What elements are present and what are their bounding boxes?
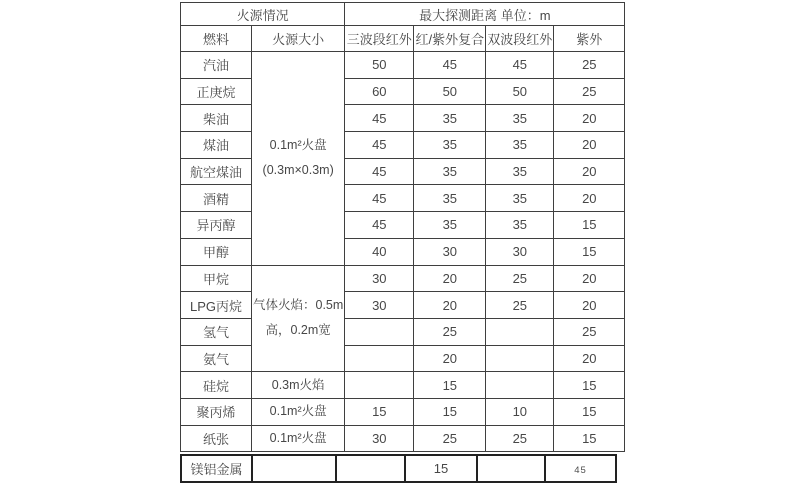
value-cell: [545, 455, 616, 482]
table-row: [181, 158, 625, 185]
value-cell: 35: [486, 132, 554, 159]
value-cell: 20: [414, 292, 486, 319]
value-cell: [486, 345, 554, 372]
column-header-row: [181, 26, 625, 52]
value-cell: [486, 318, 554, 345]
detection-distance-table: [180, 2, 625, 452]
table-row: [181, 318, 625, 345]
value-cell: 35: [414, 105, 486, 132]
value-cell: 20: [414, 345, 486, 372]
value-cell: 10: [486, 398, 554, 425]
size-line-2: 高，0.2m宽: [265, 323, 331, 338]
table-row: [181, 345, 625, 372]
value-cell: 35: [486, 158, 554, 185]
value-cell: 20: [414, 265, 486, 292]
value-cell: [345, 318, 414, 345]
size-cell: [252, 455, 336, 482]
table-row: [181, 78, 625, 105]
value-cell: 45: [345, 185, 414, 212]
value-cell: 30: [414, 238, 486, 265]
value-cell: 60: [345, 78, 414, 105]
value-cell: 20: [554, 158, 625, 185]
fuel-cell: LPG丙烷: [181, 292, 252, 319]
column-header-triband-ir: 三波段红外: [345, 26, 414, 52]
table-row: [181, 132, 625, 159]
value-cell: 35: [486, 105, 554, 132]
size-line-1: 气体火焰：0.5m: [253, 298, 344, 313]
fuel-cell: 甲烷: [181, 265, 252, 292]
group-header-row: [181, 3, 625, 26]
table-row: [181, 425, 625, 452]
table-row: [181, 398, 625, 425]
value-cell: 25: [486, 425, 554, 452]
value-cell: 25: [486, 265, 554, 292]
size-cell-merged-gas-flame: [252, 265, 345, 372]
fuel-cell: 柴油: [181, 105, 252, 132]
column-header-ir-uv-composite: 红/紫外复合: [414, 26, 486, 52]
value-cell: 35: [414, 132, 486, 159]
table-row: [181, 105, 625, 132]
value-cell: [336, 455, 405, 482]
value-cell: 45: [345, 158, 414, 185]
value-cell: 50: [414, 78, 486, 105]
column-header-size: 火源大小: [252, 26, 345, 52]
value-cell: 35: [414, 185, 486, 212]
value-cell: 30: [345, 425, 414, 452]
value-cell: 25: [554, 318, 625, 345]
value-cell: 25: [486, 292, 554, 319]
size-cell: 0.3m火焰: [252, 372, 345, 399]
fuel-cell: 聚丙烯: [181, 398, 252, 425]
value-cell: 35: [414, 212, 486, 239]
value-cell: 25: [554, 52, 625, 79]
fuel-cell: 异丙醇: [181, 212, 252, 239]
fuel-cell: 甲醇: [181, 238, 252, 265]
value-cell: 15: [554, 238, 625, 265]
fuel-cell: 航空煤油: [181, 158, 252, 185]
value-cell: 25: [554, 78, 625, 105]
value-cell: 20: [554, 292, 625, 319]
value-cell: 20: [554, 185, 625, 212]
detection-distance-table-wrap: [180, 2, 625, 483]
fuel-cell: 酒精: [181, 185, 252, 212]
value-cell: [486, 372, 554, 399]
fuel-cell: 正庚烷: [181, 78, 252, 105]
value-cell: 45: [414, 52, 486, 79]
fuel-cell: 氨气: [181, 345, 252, 372]
value-cell: 30: [345, 265, 414, 292]
table-row: [181, 455, 616, 482]
page-number: 45: [574, 465, 587, 477]
value-cell: 15: [554, 398, 625, 425]
value-cell: 35: [486, 185, 554, 212]
value-cell: 20: [554, 132, 625, 159]
value-cell: 20: [554, 105, 625, 132]
value-cell: 40: [345, 238, 414, 265]
fuel-cell: 镁铝金属: [181, 455, 252, 482]
fuel-cell: 煤油: [181, 132, 252, 159]
value-cell: 15: [554, 212, 625, 239]
table-row: [181, 265, 625, 292]
table-row: [181, 212, 625, 239]
group-header-fire-source: 火源情况: [181, 3, 345, 26]
group-header-distance: 最大探测距离 单位：m: [345, 3, 625, 26]
size-line-1: 0.1m²火盘: [269, 138, 327, 153]
fuel-cell: 纸张: [181, 425, 252, 452]
table-row: [181, 238, 625, 265]
value-cell: [345, 345, 414, 372]
value-cell: 15: [414, 398, 486, 425]
value-cell: 15: [554, 372, 625, 399]
column-header-fuel: 燃料: [181, 26, 252, 52]
value-cell: 20: [554, 345, 625, 372]
value-cell: 45: [486, 52, 554, 79]
value-cell: 15: [414, 372, 486, 399]
size-cell: 0.1m²火盘: [252, 398, 345, 425]
detection-distance-table-continued: [180, 454, 617, 483]
value-cell: 50: [345, 52, 414, 79]
fuel-cell: 氢气: [181, 318, 252, 345]
value-cell: 30: [345, 292, 414, 319]
value-cell: 30: [486, 238, 554, 265]
value-cell: 15: [554, 425, 625, 452]
fuel-cell: 硅烷: [181, 372, 252, 399]
value-cell: 45: [345, 212, 414, 239]
table-row: [181, 292, 625, 319]
value-cell: 25: [414, 318, 486, 345]
value-cell: 15: [405, 455, 477, 482]
column-header-uv: 紫外: [554, 26, 625, 52]
value-cell: 25: [414, 425, 486, 452]
value-cell: 50: [486, 78, 554, 105]
fuel-cell: 汽油: [181, 52, 252, 79]
size-cell-merged-pan: [252, 52, 345, 266]
value-cell: 15: [345, 398, 414, 425]
size-line-2: (0.3m×0.3m): [262, 163, 334, 178]
column-header-dualband-ir: 双波段红外: [486, 26, 554, 52]
value-cell: [477, 455, 545, 482]
value-cell: 35: [486, 212, 554, 239]
value-cell: 45: [345, 105, 414, 132]
value-cell: [345, 372, 414, 399]
value-cell: 45: [345, 132, 414, 159]
value-cell: 35: [414, 158, 486, 185]
table-row: [181, 52, 625, 79]
value-cell: 20: [554, 265, 625, 292]
size-cell: 0.1m²火盘: [252, 425, 345, 452]
table-row: [181, 185, 625, 212]
table-row: [181, 372, 625, 399]
